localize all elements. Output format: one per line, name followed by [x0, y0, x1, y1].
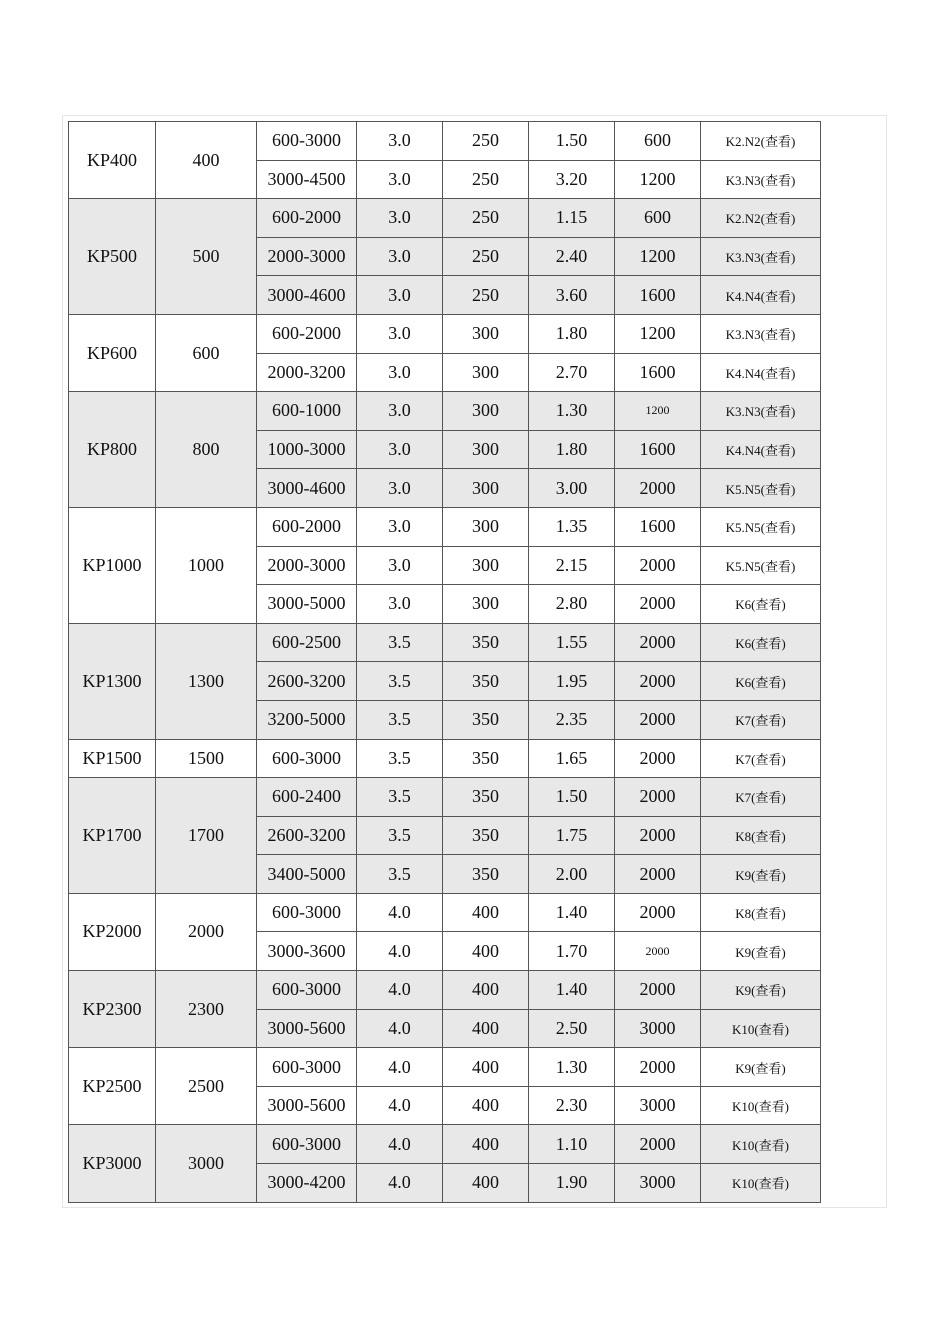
- a-cell: 4.0: [357, 1009, 443, 1048]
- a-cell: 3.0: [357, 469, 443, 508]
- d-cell: 1600: [615, 507, 701, 546]
- model-cell: KP3000: [69, 1125, 156, 1202]
- model-cell: KP1300: [69, 623, 156, 739]
- size-cell: 600: [156, 314, 257, 391]
- b-cell: 350: [443, 623, 529, 662]
- b-cell: 300: [443, 585, 529, 624]
- model-cell: KP2500: [69, 1048, 156, 1125]
- range-cell: 600-3000: [257, 1125, 357, 1164]
- range-cell: 1000-3000: [257, 430, 357, 469]
- view-link[interactable]: K9(查看): [735, 983, 786, 999]
- a-cell: 3.5: [357, 739, 443, 778]
- view-link[interactable]: K5.N5(查看): [725, 481, 796, 497]
- c-cell: 1.65: [529, 739, 615, 778]
- view-link[interactable]: K7(查看): [735, 790, 786, 806]
- a-cell: 4.0: [357, 1048, 443, 1087]
- a-cell: 3.0: [357, 122, 443, 161]
- d-cell: 1600: [615, 353, 701, 392]
- view-link[interactable]: K3.N3(查看): [725, 404, 796, 420]
- c-cell: 1.50: [529, 122, 615, 161]
- range-cell: 600-2000: [257, 199, 357, 238]
- view-link-cell: [701, 199, 821, 238]
- c-cell: 1.50: [529, 778, 615, 817]
- d-cell: 2000: [615, 662, 701, 701]
- a-cell: 4.0: [357, 1125, 443, 1164]
- a-cell: 3.5: [357, 816, 443, 855]
- b-cell: 400: [443, 893, 529, 932]
- view-link-cell: [701, 430, 821, 469]
- d-cell: 1600: [615, 430, 701, 469]
- a-cell: 4.0: [357, 1164, 443, 1203]
- b-cell: 350: [443, 662, 529, 701]
- size-cell: 400: [156, 122, 257, 199]
- model-cell: KP2300: [69, 971, 156, 1048]
- d-cell: 1200: [615, 392, 701, 431]
- view-link[interactable]: K10(查看): [731, 1099, 790, 1115]
- view-link[interactable]: K6(查看): [735, 636, 786, 652]
- model-cell: KP1500: [69, 739, 156, 778]
- range-cell: 2000-3000: [257, 237, 357, 276]
- range-cell: 2000-3000: [257, 546, 357, 585]
- c-cell: 1.80: [529, 430, 615, 469]
- view-link-cell: [701, 623, 821, 662]
- a-cell: 4.0: [357, 971, 443, 1010]
- view-link-cell: [701, 1086, 821, 1125]
- range-cell: 3000-4200: [257, 1164, 357, 1203]
- d-cell: 3000: [615, 1164, 701, 1203]
- view-link[interactable]: K8(查看): [735, 906, 786, 922]
- spec-table-body: [69, 122, 821, 1203]
- range-cell: 600-3000: [257, 739, 357, 778]
- size-cell: 2500: [156, 1048, 257, 1125]
- d-cell: 2000: [615, 778, 701, 817]
- view-link-cell: [701, 1009, 821, 1048]
- c-cell: 3.20: [529, 160, 615, 199]
- c-cell: 2.35: [529, 700, 615, 739]
- c-cell: 1.90: [529, 1164, 615, 1203]
- b-cell: 400: [443, 1164, 529, 1203]
- size-cell: 2300: [156, 971, 257, 1048]
- view-link-cell: [701, 585, 821, 624]
- d-cell: 2000: [615, 469, 701, 508]
- range-cell: 600-3000: [257, 1048, 357, 1087]
- b-cell: 350: [443, 855, 529, 894]
- table-row: [69, 893, 821, 932]
- table-row: [69, 623, 821, 662]
- d-cell: 3000: [615, 1086, 701, 1125]
- size-cell: 1700: [156, 778, 257, 894]
- range-cell: 600-2400: [257, 778, 357, 817]
- range-cell: 600-3000: [257, 893, 357, 932]
- d-cell: 2000: [615, 971, 701, 1010]
- c-cell: 2.00: [529, 855, 615, 894]
- size-cell: 500: [156, 199, 257, 315]
- range-cell: 600-3000: [257, 122, 357, 161]
- b-cell: 250: [443, 276, 529, 315]
- table-row: [69, 1125, 821, 1164]
- size-cell: 800: [156, 392, 257, 508]
- range-cell: 3000-5600: [257, 1009, 357, 1048]
- b-cell: 300: [443, 546, 529, 585]
- d-cell: 2000: [615, 855, 701, 894]
- table-row: [69, 739, 821, 778]
- b-cell: 400: [443, 1086, 529, 1125]
- b-cell: 250: [443, 122, 529, 161]
- c-cell: 1.40: [529, 893, 615, 932]
- view-link-cell: [701, 1164, 821, 1203]
- a-cell: 3.5: [357, 662, 443, 701]
- range-cell: 3200-5000: [257, 700, 357, 739]
- b-cell: 300: [443, 507, 529, 546]
- range-cell: 600-2000: [257, 314, 357, 353]
- a-cell: 3.0: [357, 237, 443, 276]
- a-cell: 3.0: [357, 199, 443, 238]
- view-link-cell: [701, 546, 821, 585]
- model-cell: KP1000: [69, 507, 156, 623]
- view-link-cell: [701, 855, 821, 894]
- a-cell: 3.5: [357, 855, 443, 894]
- range-cell: 3000-4600: [257, 469, 357, 508]
- b-cell: 350: [443, 739, 529, 778]
- c-cell: 1.55: [529, 623, 615, 662]
- b-cell: 300: [443, 314, 529, 353]
- c-cell: 1.40: [529, 971, 615, 1010]
- a-cell: 4.0: [357, 893, 443, 932]
- d-cell: 2000: [615, 1048, 701, 1087]
- range-cell: 3000-4500: [257, 160, 357, 199]
- table-row: [69, 971, 821, 1010]
- b-cell: 400: [443, 971, 529, 1010]
- a-cell: 3.5: [357, 778, 443, 817]
- view-link-cell: [701, 971, 821, 1010]
- b-cell: 300: [443, 392, 529, 431]
- d-cell: 3000: [615, 1009, 701, 1048]
- model-cell: KP400: [69, 122, 156, 199]
- model-cell: KP600: [69, 314, 156, 391]
- view-link[interactable]: K10(查看): [731, 1021, 790, 1037]
- range-cell: 2000-3200: [257, 353, 357, 392]
- view-link-cell: [701, 353, 821, 392]
- view-link[interactable]: K5.N5(查看): [725, 558, 796, 574]
- a-cell: 3.5: [357, 700, 443, 739]
- range-cell: 2600-3200: [257, 816, 357, 855]
- c-cell: 1.95: [529, 662, 615, 701]
- d-cell: 1200: [615, 314, 701, 353]
- view-link-cell: [701, 507, 821, 546]
- range-cell: 3000-5600: [257, 1086, 357, 1125]
- size-cell: 1500: [156, 739, 257, 778]
- b-cell: 250: [443, 160, 529, 199]
- view-link[interactable]: K6(查看): [735, 597, 786, 613]
- view-link-cell: [701, 392, 821, 431]
- range-cell: 600-1000: [257, 392, 357, 431]
- d-cell: 600: [615, 199, 701, 238]
- c-cell: 3.60: [529, 276, 615, 315]
- view-link[interactable]: K3.N3(查看): [725, 327, 796, 343]
- b-cell: 250: [443, 237, 529, 276]
- b-cell: 250: [443, 199, 529, 238]
- d-cell: 2000: [615, 585, 701, 624]
- view-link[interactable]: K10(查看): [731, 1137, 790, 1153]
- spec-table: [68, 121, 821, 1203]
- a-cell: 3.0: [357, 160, 443, 199]
- model-cell: KP800: [69, 392, 156, 508]
- a-cell: 3.0: [357, 585, 443, 624]
- view-link-cell: [701, 932, 821, 971]
- d-cell: 2000: [615, 816, 701, 855]
- size-cell: 1000: [156, 507, 257, 623]
- size-cell: 3000: [156, 1125, 257, 1202]
- view-link[interactable]: K2.N2(查看): [725, 134, 796, 150]
- a-cell: 3.0: [357, 276, 443, 315]
- view-link[interactable]: K4.N4(查看): [725, 288, 796, 304]
- range-cell: 600-2500: [257, 623, 357, 662]
- view-link-cell: [701, 237, 821, 276]
- view-link[interactable]: K4.N4(查看): [725, 365, 796, 381]
- size-cell: 2000: [156, 893, 257, 970]
- view-link-cell: [701, 469, 821, 508]
- d-cell: 1200: [615, 237, 701, 276]
- view-link-cell: [701, 1048, 821, 1087]
- d-cell: 2000: [615, 623, 701, 662]
- table-row: [69, 122, 821, 161]
- view-link[interactable]: K10(查看): [731, 1176, 790, 1192]
- view-link-cell: [701, 739, 821, 778]
- view-link[interactable]: K2.N2(查看): [725, 211, 796, 227]
- view-link-cell: [701, 816, 821, 855]
- c-cell: 1.30: [529, 1048, 615, 1087]
- c-cell: 1.70: [529, 932, 615, 971]
- a-cell: 3.0: [357, 353, 443, 392]
- table-row: [69, 1048, 821, 1087]
- range-cell: 2600-3200: [257, 662, 357, 701]
- view-link-cell: [701, 122, 821, 161]
- b-cell: 350: [443, 778, 529, 817]
- table-row: [69, 507, 821, 546]
- view-link-cell: [701, 778, 821, 817]
- a-cell: 3.0: [357, 314, 443, 353]
- d-cell: 2000: [615, 932, 701, 971]
- c-cell: 1.75: [529, 816, 615, 855]
- c-cell: 1.30: [529, 392, 615, 431]
- table-row: [69, 392, 821, 431]
- d-cell: 2000: [615, 1125, 701, 1164]
- size-cell: 1300: [156, 623, 257, 739]
- c-cell: 2.40: [529, 237, 615, 276]
- table-row: [69, 314, 821, 353]
- view-link[interactable]: K8(查看): [735, 828, 786, 844]
- view-link-cell: [701, 1125, 821, 1164]
- range-cell: 3000-5000: [257, 585, 357, 624]
- d-cell: 2000: [615, 546, 701, 585]
- a-cell: 4.0: [357, 1086, 443, 1125]
- b-cell: 400: [443, 1125, 529, 1164]
- view-link[interactable]: K3.N3(查看): [725, 172, 796, 188]
- range-cell: 600-3000: [257, 971, 357, 1010]
- view-link[interactable]: K9(查看): [735, 1060, 786, 1076]
- b-cell: 300: [443, 469, 529, 508]
- b-cell: 400: [443, 932, 529, 971]
- view-link[interactable]: K7(查看): [735, 713, 786, 729]
- a-cell: 3.5: [357, 623, 443, 662]
- a-cell: 3.0: [357, 392, 443, 431]
- range-cell: 3000-4600: [257, 276, 357, 315]
- d-cell: 2000: [615, 739, 701, 778]
- view-link[interactable]: K7(查看): [735, 751, 786, 767]
- b-cell: 300: [443, 353, 529, 392]
- view-link[interactable]: K9(查看): [735, 944, 786, 960]
- b-cell: 400: [443, 1048, 529, 1087]
- b-cell: 400: [443, 1009, 529, 1048]
- table-row: [69, 778, 821, 817]
- model-cell: KP1700: [69, 778, 156, 894]
- view-link[interactable]: K9(查看): [735, 867, 786, 883]
- model-cell: KP500: [69, 199, 156, 315]
- c-cell: 1.35: [529, 507, 615, 546]
- c-cell: 3.00: [529, 469, 615, 508]
- a-cell: 3.0: [357, 430, 443, 469]
- view-link-cell: [701, 160, 821, 199]
- a-cell: 3.0: [357, 507, 443, 546]
- d-cell: 1600: [615, 276, 701, 315]
- a-cell: 4.0: [357, 932, 443, 971]
- d-cell: 1200: [615, 160, 701, 199]
- a-cell: 3.0: [357, 546, 443, 585]
- range-cell: 600-2000: [257, 507, 357, 546]
- c-cell: 2.50: [529, 1009, 615, 1048]
- c-cell: 1.15: [529, 199, 615, 238]
- c-cell: 2.80: [529, 585, 615, 624]
- view-link-cell: [701, 314, 821, 353]
- range-cell: 3400-5000: [257, 855, 357, 894]
- model-cell: KP2000: [69, 893, 156, 970]
- d-cell: 600: [615, 122, 701, 161]
- c-cell: 2.30: [529, 1086, 615, 1125]
- c-cell: 2.70: [529, 353, 615, 392]
- b-cell: 350: [443, 816, 529, 855]
- view-link[interactable]: K6(查看): [735, 674, 786, 690]
- view-link[interactable]: K4.N4(查看): [725, 443, 796, 459]
- c-cell: 1.80: [529, 314, 615, 353]
- view-link-cell: [701, 662, 821, 701]
- view-link[interactable]: K3.N3(查看): [725, 250, 796, 266]
- c-cell: 2.15: [529, 546, 615, 585]
- view-link-cell: [701, 893, 821, 932]
- b-cell: 350: [443, 700, 529, 739]
- view-link-cell: [701, 700, 821, 739]
- range-cell: 3000-3600: [257, 932, 357, 971]
- view-link[interactable]: K5.N5(查看): [725, 520, 796, 536]
- b-cell: 300: [443, 430, 529, 469]
- c-cell: 1.10: [529, 1125, 615, 1164]
- d-cell: 2000: [615, 700, 701, 739]
- d-cell: 2000: [615, 893, 701, 932]
- view-link-cell: [701, 276, 821, 315]
- table-row: [69, 199, 821, 238]
